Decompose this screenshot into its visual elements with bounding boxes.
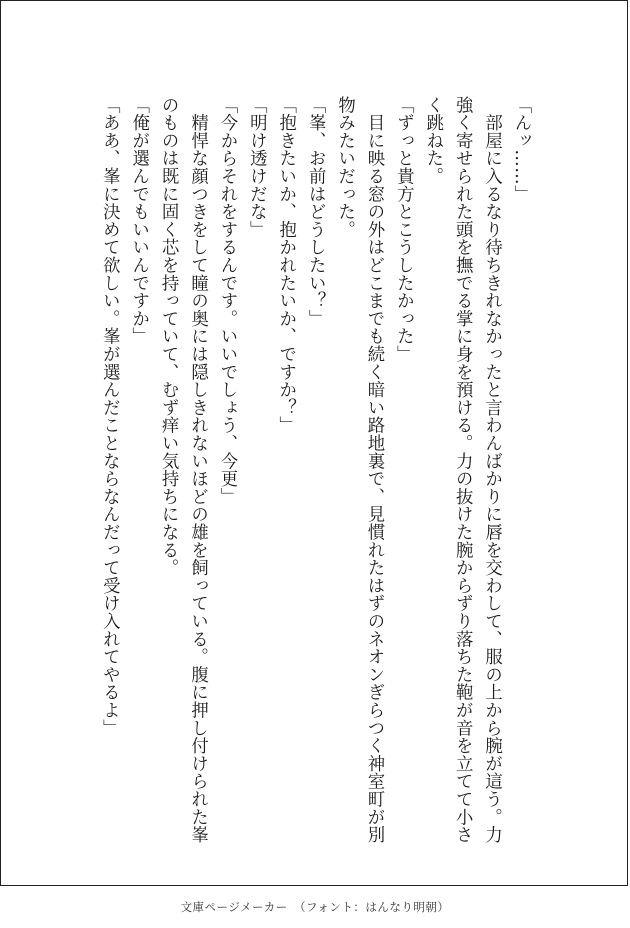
paragraph: 「ああ、峯に決めて欲しい。峯が選んだことならなんだって受け入れてやるよ」 xyxy=(99,96,120,737)
novel-text-column xyxy=(75,96,535,856)
paragraph: 「今からそれをするんです。いいでしょう、今更」 xyxy=(216,96,237,506)
paragraph: 部屋に入るなり待ちきれなかったと言わんばかりに唇を交わして、服の上から腕が這う。力強く寄せられた頭を撫でる掌に身を預ける。力の抜けた腕からずり落ちた鞄が音を立てて小さく跳ねた。 xyxy=(422,96,502,844)
paragraph: 「抱きたいか、抱かれたいか、ですか？」 xyxy=(275,96,296,435)
paragraph: 「峯、お前はどうしたい？」 xyxy=(305,96,326,328)
paragraph: 「んッ……」 xyxy=(511,96,531,203)
paragraph: 精悍な顔つきをして瞳の奥には隠しきれないほどの雄を飼っている。腹に押し付けられた峯のものは既に固く芯を持っていて、むず痒い気持ちになる。 xyxy=(158,96,208,844)
paragraph: 「明け透けだな」 xyxy=(246,96,267,239)
paragraph: 目に映る窓の外はどこまでも続く暗い路地裏で、見慣れたはずのネオンぎらつく神室町が別物みたいだった。 xyxy=(334,96,384,844)
footer-caption: 文庫ページメーカー （フォント：はんなり明朝） xyxy=(180,900,450,914)
paragraph: 「俺が選んでもいいんですか」 xyxy=(128,96,149,346)
paragraph: 「ずっと貴方とこうしたかった」 xyxy=(393,96,414,363)
